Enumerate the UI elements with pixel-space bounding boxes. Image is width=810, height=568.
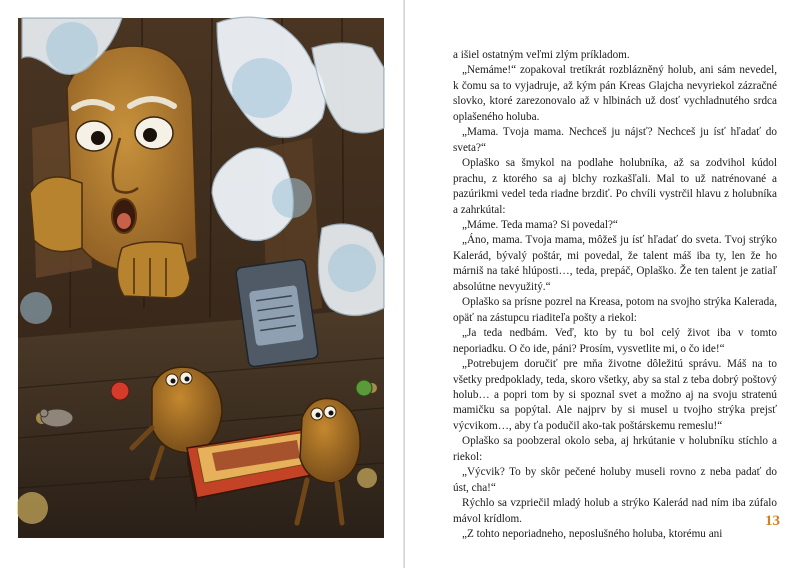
giant-face — [67, 46, 197, 272]
paragraph: Rýchlo sa vzpriečil mladý holub a strýko Kalerád nad ním iba zúfalo mávol krídlom. — [453, 497, 777, 525]
paragraph: a išiel ostatným veľmi zlým príkladom. — [453, 49, 630, 61]
paragraph: Oplaško sa prísne pozrel na Kreasa, potom na svojho strýka Kalerada, opäť na zástupcu riaditeľa pošty a riekol: — [453, 296, 777, 324]
paragraph: „Ja teda nedbám. Veď, kto by tu bol celý život iba v tomto neporiadku. O čo ide, páni? Prosím, vysvetlite mi, o čo ide!“ — [453, 327, 777, 355]
paragraph: Oplaško sa šmykol na podlahe holubníka, až sa zodvihol kúdol prachu, z ktorého sa aj blchy rozkašľali. Mal to už natrénované a pazúrikmi vedel teda riadne brzdiť. Po chvíli vystrčil hlavu z holubníka a zahrkútal: — [453, 157, 777, 216]
paragraph: „Potrebujem doručiť pre mňa životne dôležitú správu. Máš na to všetky predpoklady, teda, skoro všetky, aby sa stal z teba dobrý poštový holub… a popri tom by si spoznal svet a možno aj na svoju stratenú mamičku sa popýtal. Ale najprv by si musel u tvojho strýka prejsť výcvikom…, aby ťa podučil ako-tak poštárskemu remeslu!“ — [453, 358, 777, 432]
red-ball-icon — [111, 382, 129, 400]
paragraph: „Nemáme!“ zopakoval tretíkrát rozblázněný holub, ani sám nevedel, k čomu sa to vyjadruje, až kým pán Kreas Glajcha nevyriekol zázračné slovko, ktoré zarezonovalo až v hlbinách už dosť vychladnutého srdca oplašeného holuba. — [453, 64, 777, 123]
green-ball-icon — [356, 380, 372, 396]
paragraph: „Máme. Teda mama? Si povedal?“ — [462, 218, 618, 231]
paragraph: „Áno, mama. Tvoja mama, môžeš ju ísť hľadať do sveta. Tvoj strýko Kalerád, bývalý poštár, mi povedal, že talent máš iba ty, len že ho márniš na také hlúposti…, teda, prepáč, Oplaško. Že ten talent je zatiaľ absolútne nevyužitý.“ — [453, 234, 777, 293]
mouse — [40, 409, 73, 427]
paragraph: „Z tohto neporiadneho, neposlušného holuba, ktorému ani — [462, 528, 723, 541]
illustration — [12, 8, 390, 556]
paragraph: „Mama. Tvoja mama. Nechceš ju nájsť? Nechceš ju ísť hľadať do sveta?“ — [453, 126, 777, 154]
metal-box — [235, 259, 318, 368]
body-text — [453, 48, 777, 543]
right-page — [405, 0, 810, 568]
paragraph: „Výcvik? To by skôr pečené holuby museli rovno z neba padať do úst, cha!“ — [453, 466, 777, 494]
page-number: 13 — [765, 513, 780, 529]
paragraph: Oplaško sa poobzeral okolo seba, aj hrkútanie v holubníku stíchlo a riekol: — [453, 435, 777, 463]
